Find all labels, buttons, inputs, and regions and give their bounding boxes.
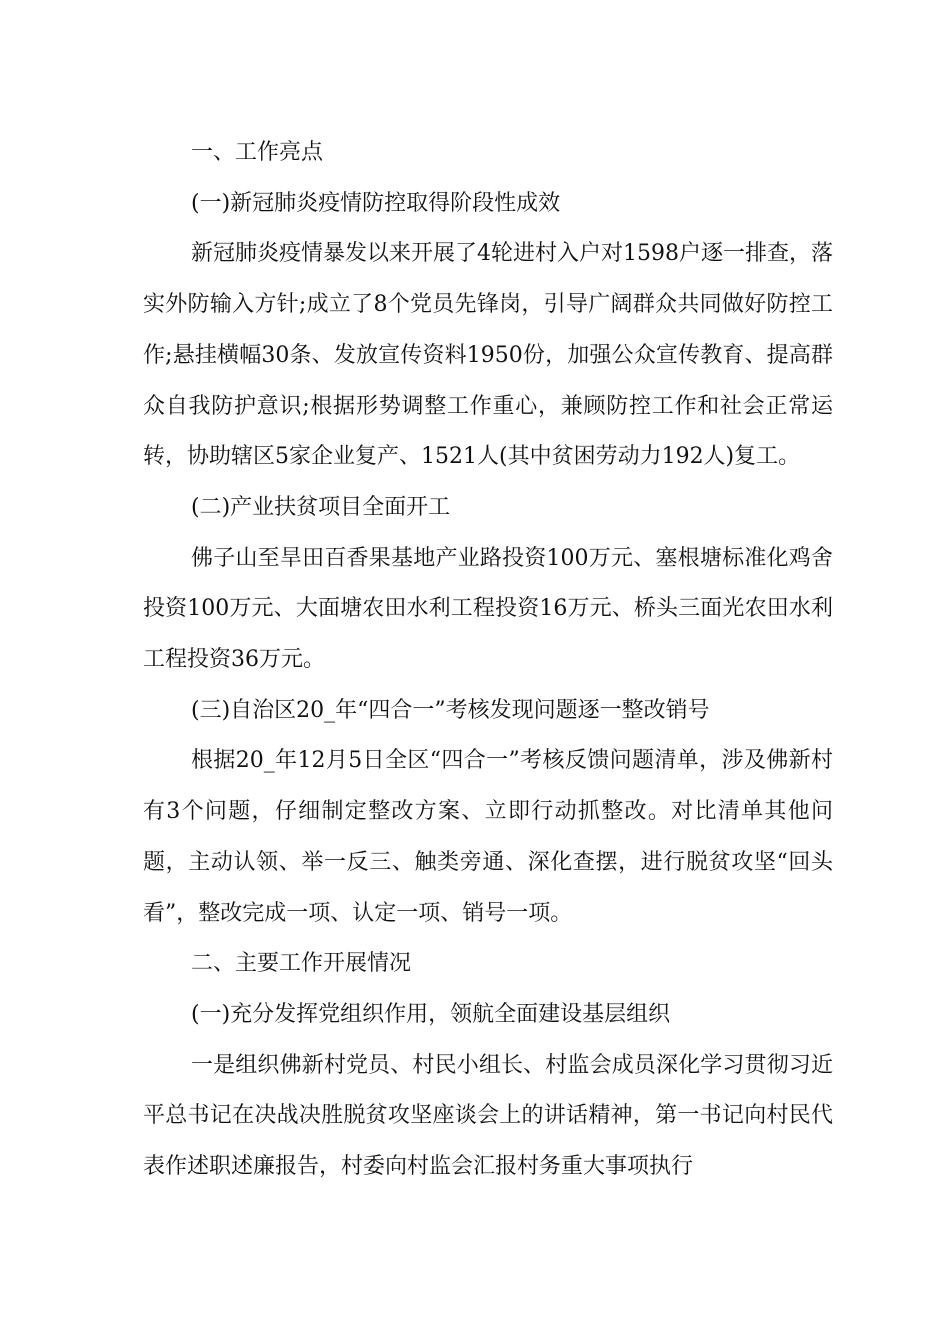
paragraph-party-organization: 一是组织佛新村党员、村民小组长、村监会成员深化学习贯彻习近平总书记在决战决胜脱贫攻坚座谈会上的讲话精神，第一书记向村民代表作述职述廉报告，村委向村监会汇报村务重大事项执行 [143,1052,833,1180]
paragraph-industry-investment: 佛子山至旱田百香果基地产业路投资100万元、塞根塘标准化鸡舍投资100万元、大面塘农田水利工程投资16万元、桥头三面光农田水利工程投资36万元。 [143,545,833,673]
subheading-assessment-rectification: (三)自治区20_年“四合一”考核发现问题逐一整改销号 [191,697,710,723]
subheading-epidemic-control: (一)新冠肺炎疫情防控取得阶段性成效 [191,190,561,216]
section-heading-work-highlights: 一、工作亮点 [191,140,324,165]
paragraph-epidemic-control: 新冠肺炎疫情暴发以来开展了4轮进村入户对1598户逐一排查，落实外防输入方针;成立了8个党员先锋岗，引导广阔群众共同做好防控工作;悬挂横幅30条、发放宣传资料1950份，加强公众宣传教育、提高群众自我防护意识;根据形势调整工作重心，兼顾防控工作和社会正常运转，协助辖区5家企业复产、1521人(其中贫困劳动力192人)复工。 [143,241,833,470]
section-heading-main-work: 二、主要工作开展情况 [191,951,412,977]
subheading-industry-poverty-projects: (二)产业扶贫项目全面开工 [191,494,451,520]
subheading-party-organization: (一)充分发挥党组织作用，领航全面建设基层组织 [191,1001,671,1027]
paragraph-assessment-rectification: 根据20_年12月5日全区“四合一”考核反馈问题清单，涉及佛新村有3个问题，仔细制定整改方案、立即行动抓整改。对比清单其他问题，主动认领、举一反三、触类旁通、深化查摆，进行脱贫攻坚“回头看”，整改完成一项、认定一项、销号一项。 [143,748,833,926]
document-body [143,128,833,1193]
